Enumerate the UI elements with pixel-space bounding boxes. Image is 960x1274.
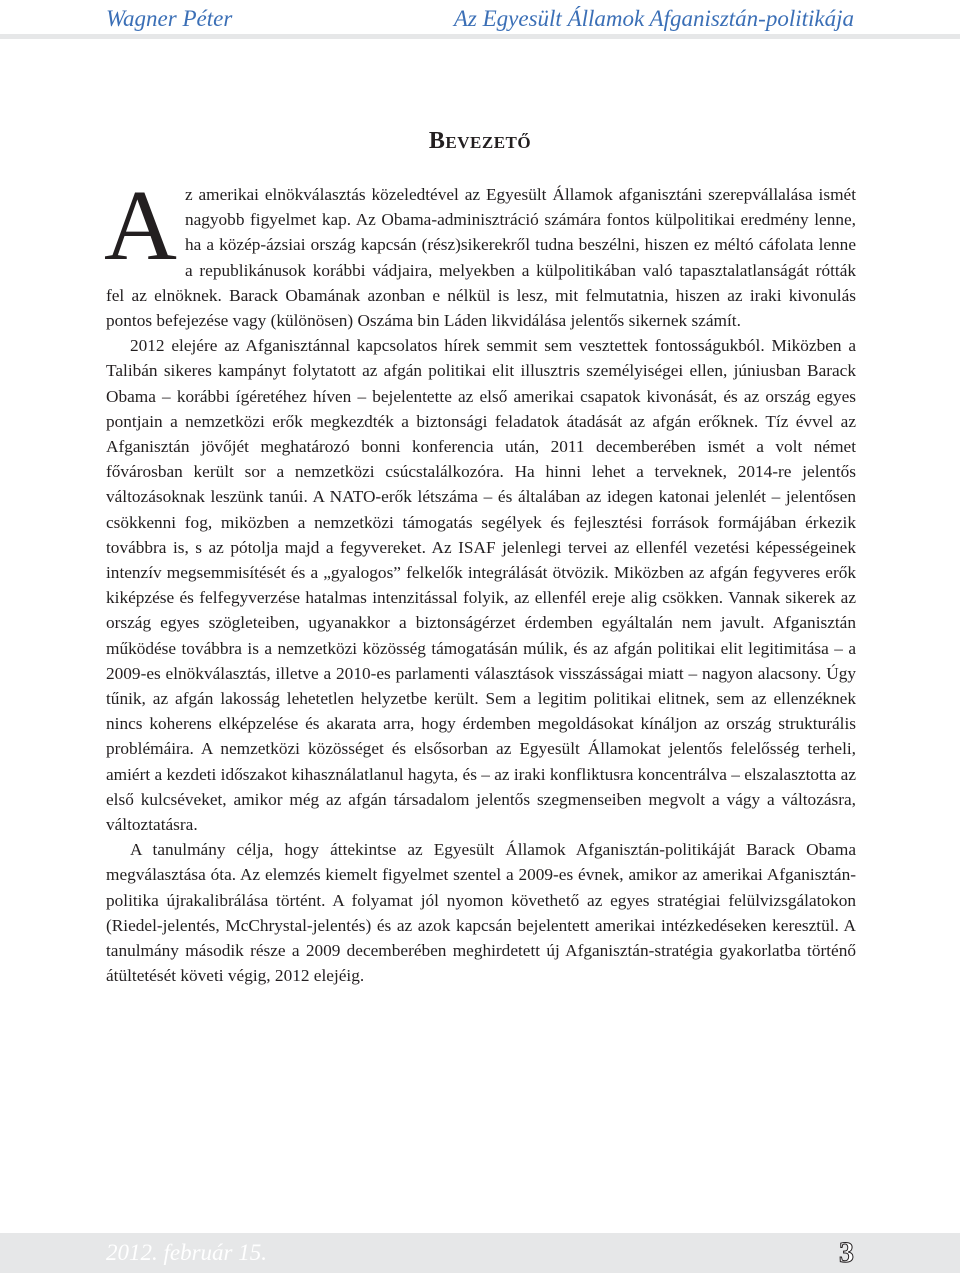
header-title: Az Egyesült Államok Afganisztán-politikája [453,6,854,31]
paragraph-3: A tanulmány célja, hogy áttekintse az Egyesült Államok Afganisztán-politikáját Barack Obama megválasztása óta. Az elemzés kiemelt figyelmet szentel a 2009-es évnek, amikor az amerikai Afganisztán-politika újrakalibrálása történt. A folyamat jól nyomon követhető az egyes stratégiai felülvizsgálatokon (Riedel-jelentés, McChrystal-jelentés) és az azok kapcsán bejelentett amerikai intézkedéseken keresztül. A tanulmány második része a 2009 decemberében meghirdetett új Afganisztán-stratégia gyakorlatba történő átültetését követi végig, 2012 elejéig. [106,840,856,986]
footer-date: 2012. február 15. [106,1240,267,1265]
paragraph-1 [104,169,856,333]
drop-cap: A [104,169,177,281]
body-text [104,169,856,989]
paragraph-1-text: z amerikai elnökválasztás közeledtével az Egyesült Államok afganisztáni szerepvállalása ismét nagyobb figyelmet kap. Az Obama-adminisztráció számára fontos külpolitikai eredmény lenne, ha a közép-ázsiai ország kapcsán (rész)sikerekről tudna beszélni, hiszen ez méltó cáfolata lenne a republikánusok korábbi vádjaira, melyekben a külpolitikában való tapasztalatlanságát rótták fel az elnöknek. Barack Obamának azonban e nélkül is lesz, mit felmutatnia, hiszen az iraki kivonulás pontos befejezése vagy (különösen) Oszáma bin Láden likvidálása jelentős sikernek számít. [106,185,856,331]
paragraph-2: 2012 elejére az Afganisztánnal kapcsolatos hírek semmit sem vesztettek fontosságukból. Miközben a Talibán sikeres kampányt folytatott az afgán politikai elit illusztris személyiségei ellen, júniusban Barack Obama – korábbi ígéretéhez híven – bejelentette az első amerikai csapatok kivonását, és az ország egyes pontjain a nemzetközi erők megkezdték a biztonsági feladatok átadását az afgán erőknek. Tíz évvel az Afganisztán jövőjét meghatározó bonni konferencia után, 2011 decemberében ismét a volt német fővárosban került sor a nemzetközi csúcstalálkozóra. Ha hinni lehet a terveknek, 2014-re jelentős változásoknak leszünk tanúi. A NATO-erők létszáma – és általában az idegen katonai jelenlét – jelentősen csökkenni fog, miközben a nemzetközi támogatás segélyek és fejlesztési források formájában érkezik továbbra is, s az pótolja majd a fegyvereket. Az ISAF jelenlegi tervei az ellenfél vezetési képességeinek intenzív megsemmisítését és a „gyalogos” felkelők integrálását ötvözik. Miközben az afgán fegyveres erők kiképzése és felfegyverzése hatalmas intenzitással folyik, az ellenfél ereje alig csökken. Vannak sikerek az ország egyes szögleteiben, ugyanakkor a biztonságérzet érdemben egyáltalán nem javult. Afganisztán működése továbbra is a nemzetközi közösség támogatásán múlik, és az afgán politikai elit legitimitása – a 2009-es elnökválasztás, illetve a 2010-es parlamenti választások visszásságai miatt – nagyon alacsony. Úgy tűnik, az afgán lakosság lehetetlen helyzetbe került. Sem a legitim politikai elitnek, sem az ellenzéknek nincs koherens elképzelése és akarata arra, hogy érdemben megoldásokat kínáljon az ország strukturális problémáira. A nemzetközi közösséget és elsősorban az Egyesült Államokat jelentős felelősség terheli, amiért a kezdeti időszakot kihasználatlanul hagyta, és – az iraki konfliktusra koncentrálva – elszalasztotta az első kulcséveket, amikor még az afgán társadalom jelentős szegmenseiben megvolt a vágy a változásra, változtatásra. [106,336,856,835]
page-number: 3 [839,1236,854,1269]
page-header [0,0,960,40]
header-author: Wagner Péter [106,6,233,31]
section-title: Bevezető [428,128,532,154]
